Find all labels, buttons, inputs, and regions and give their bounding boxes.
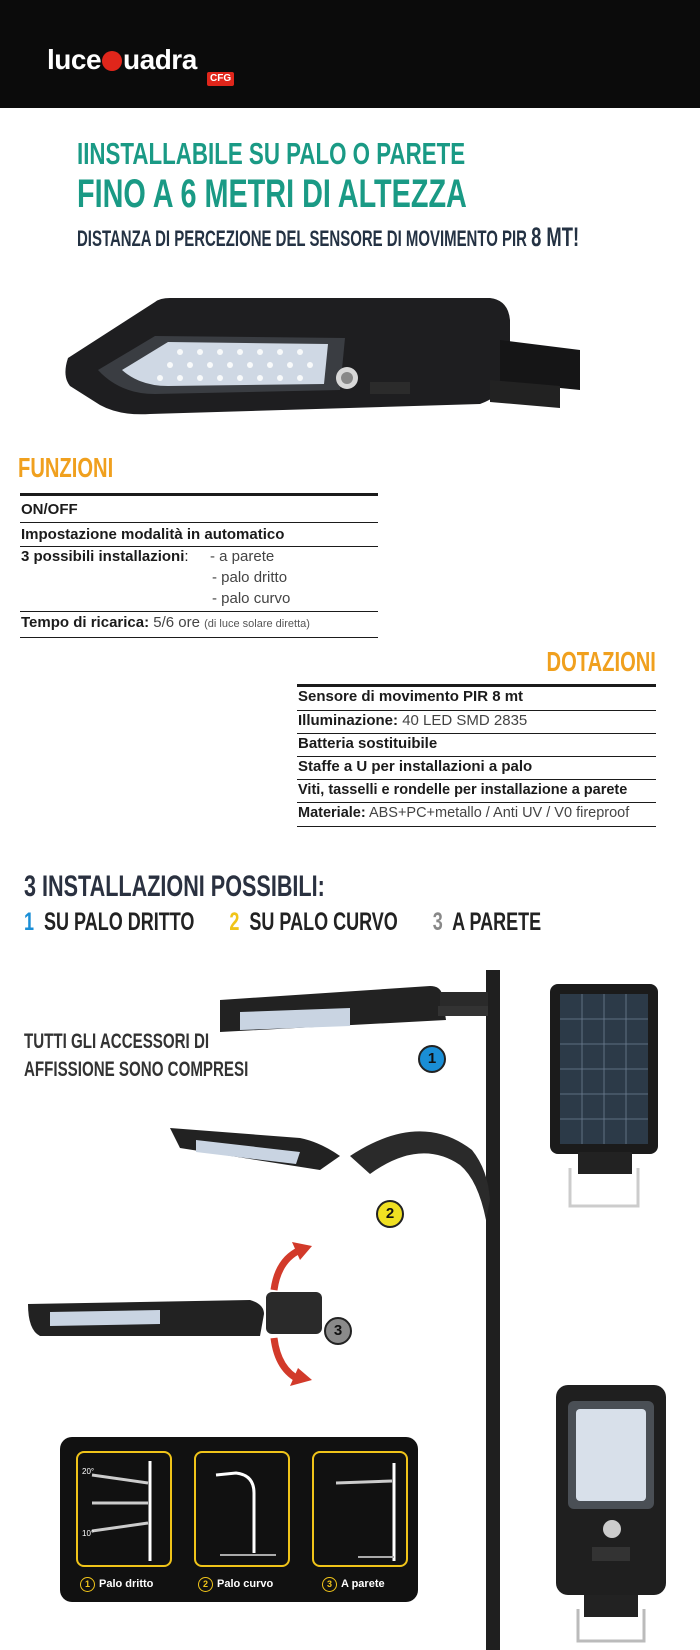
dotazioni-title: DOTAZIONI — [546, 646, 656, 677]
headline-line3: DISTANZA DI PERCEZIONE DEL SENSORE DI MOVIMENTO PIR 8 MT! — [77, 222, 580, 252]
dotazioni-staffe: Staffe a U per installazioni a palo — [298, 758, 533, 775]
accessori-note: TUTTI GLI ACCESSORI DI AFFISSIONE SONO COMPRESI — [24, 1030, 249, 1081]
funzioni-auto: Impostazione modalità in automatico — [21, 526, 285, 543]
installation-legend — [60, 1437, 418, 1602]
dotazioni-viti: Viti, tasselli e rondelle per installazione a parete — [298, 782, 628, 798]
hero-lamp-image — [60, 290, 600, 440]
logo-q-mark — [102, 51, 122, 71]
badge-1: 1 — [418, 1045, 446, 1073]
funzioni-top-rule — [20, 493, 378, 496]
install-option: - palo dritto — [212, 569, 288, 586]
dotazioni-batteria: Batteria sostituibile — [298, 735, 438, 752]
legend-label-3: 3 A parete — [322, 1577, 385, 1592]
brand-logo: luce uadra — [47, 44, 197, 75]
funzioni-install: 3 possibili installazioni: — [21, 548, 189, 565]
legend-straight-pole — [76, 1451, 172, 1567]
badge-2: 2 — [376, 1200, 404, 1228]
installazioni-options: 1 SU PALO DRITTO 2 SU PALO CURVO 3 A PARETE — [24, 908, 542, 936]
dotazioni-sensore: Sensore di movimento PIR 8 mt — [298, 688, 524, 705]
install-option: - palo curvo — [212, 590, 291, 607]
funzioni-title: FUNZIONI — [18, 452, 114, 483]
dotazioni-bottom-rule — [297, 826, 656, 827]
badge-3: 3 — [324, 1317, 352, 1345]
legend-angle-top: 20° — [82, 1467, 95, 1476]
solar-panel-image — [548, 982, 660, 1218]
legend-label-1: 1 Palo dritto — [80, 1577, 153, 1592]
legend-angle-bottom: 10° — [82, 1529, 95, 1538]
dotazioni-materiale: Materiale: ABS+PC+metallo / Anti UV / V0 fireproof — [298, 805, 630, 821]
installazioni-title: 3 INSTALLAZIONI POSSIBILI: — [24, 870, 325, 903]
funzioni-bottom-rule — [20, 637, 378, 638]
funzioni-onoff: ON/OFF — [21, 501, 78, 518]
headline-line2: FINO A 6 METRI DI ALTEZZA — [77, 172, 467, 216]
brand-sub-badge: CFG — [207, 72, 234, 86]
lamp-front-image — [552, 1383, 670, 1647]
legend-wall — [312, 1451, 408, 1567]
legend-label-2: 2 Palo curvo — [198, 1577, 273, 1592]
funzioni-ricarica: Tempo di ricarica: 5/6 ore (di luce solare diretta) — [21, 614, 310, 631]
legend-curved-diagram — [196, 1453, 288, 1565]
install-option: - a parete — [210, 548, 275, 565]
legend-curved-pole — [194, 1451, 290, 1567]
legend-wall-diagram — [314, 1453, 406, 1565]
headline-line1: IINSTALLABILE SU PALO O PARETE — [77, 136, 466, 171]
dotazioni-illuminazione: Illuminazione: 40 LED SMD 2835 — [298, 712, 528, 729]
funzioni-rule — [20, 522, 378, 523]
